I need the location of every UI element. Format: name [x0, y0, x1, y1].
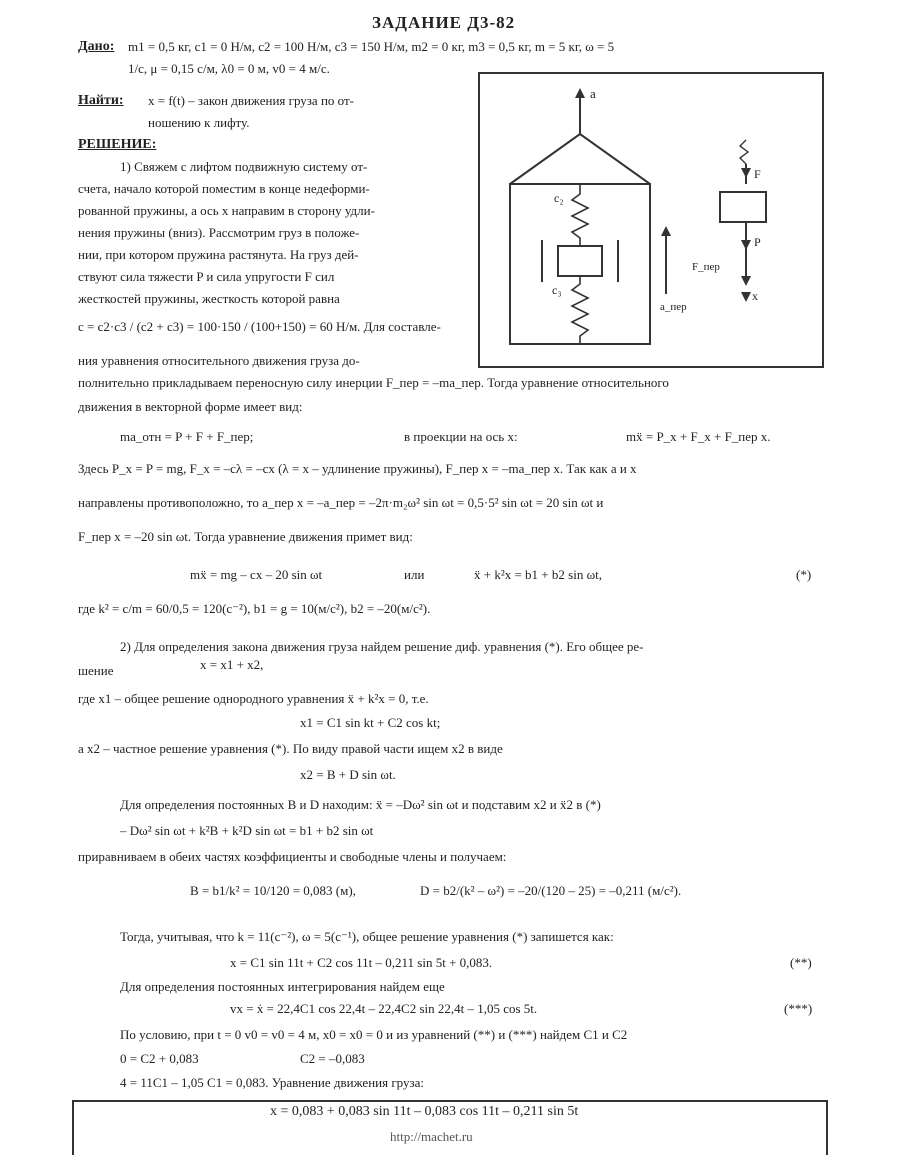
solution-p9: 2) Для определения закона движения груза найдем решение диф. уравнения (*). Его общее ре-	[120, 639, 644, 654]
source-url[interactable]: http://machet.ru	[390, 1129, 473, 1144]
eq-general: x = x1 + x2,	[200, 657, 264, 672]
solution-label: РЕШЕНИЕ:	[78, 137, 157, 152]
eq-c2b: C2 = –0,083	[300, 1051, 365, 1066]
label-Fper: F_пер	[692, 261, 720, 273]
solution-p3: полнительно прикладываем переносную силу инерции F_пер = –ma_пер. Тогда уравнение относительного	[78, 375, 669, 390]
eq-c1: 4 = 11C1 – 1,05 C1 = 0,083. Уравнение движения груза:	[120, 1075, 425, 1090]
solution-p2: ния уравнения относительного движения груза до-	[78, 353, 360, 368]
eq-x1: x1 = C1 sin kt + C2 cos kt;	[300, 715, 441, 730]
stiffness-formula: c = c2·c3 / (c2 + c3) = 100·150 / (100+150) = 60 H/м. Для составле-	[78, 319, 441, 334]
mechanism-diagram	[480, 74, 822, 366]
solution-p1-line: 1) Свяжем с лифтом подвижную систему от-	[120, 159, 368, 174]
eq-sub: – Dω² sin ωt + k²B + k²D sin ωt = b1 + b2 sin ωt	[120, 823, 374, 838]
task-title: ЗАДАНИЕ Д3-82	[372, 13, 516, 32]
find-line-2: ношению к лифту.	[148, 115, 250, 130]
solution-p11: где x1 – общее решение однородного уравнения ẍ + k²x = 0, т.е.	[78, 691, 429, 706]
solution-p14: приравниваем в обеих частях коэффициенты и свободные члены и получаем:	[78, 849, 507, 864]
eq-motion-2: ẍ + k²x = b1 + b2 sin ωt,	[474, 567, 602, 582]
eq-B: B = b1/k² = 10/120 = 0,083 (м),	[190, 883, 356, 898]
footer-border-left	[72, 1100, 74, 1155]
solution-p1-line: рованной пружины, а ось x направим в сторону удли-	[78, 203, 375, 218]
footer-border-right	[826, 1100, 828, 1155]
solution-p17: По условию, при t = 0 v0 = v0 = 4 м, x0 = x0 = 0 и из уравнений (**) и (***) найдем C1 и C2	[120, 1027, 628, 1042]
eq-vector: ma_отн = P + F + F_пер;	[120, 429, 254, 444]
eq-motion-tag: (*)	[796, 567, 812, 582]
solution-p1-line: нии, при котором пружина растянута. На груз дей-	[78, 247, 359, 262]
eq-proj: mẍ = P_x + F_x + F_пер x.	[626, 429, 771, 444]
solution-p12: а x2 – частное решение уравнения (*). По виду правой части ищем x2 в виде	[78, 741, 503, 756]
solution-p6: направлены противоположно, то a_пер x = –a_пер = –2π·m₂ω² sin ωt = 0,5·5² sin ωt = 20 sin ωt и	[78, 495, 604, 510]
eq-motion-or: или	[404, 567, 425, 582]
label-c3: c₃	[552, 283, 562, 297]
footer-rule	[72, 1100, 828, 1102]
label-P: P	[754, 235, 761, 249]
eq-x2: x2 = B + D sin ωt.	[300, 767, 396, 782]
eq-final: x = 0,083 + 0,083 sin 11t – 0,083 cos 11t – 0,211 sin 5t	[270, 1104, 579, 1119]
solution-p7: F_пер x = –20 sin ωt. Тогда уравнение движения примет вид:	[78, 529, 413, 544]
eq-D: D = b2/(k² – ω²) = –20/(120 – 25) = –0,211 (м/с²).	[420, 883, 682, 898]
solution-p8: где k² = c/m = 60/0,5 = 120(с⁻²), b1 = g = 10(м/с²), b2 = –20(м/с²).	[78, 601, 431, 616]
eq-proj-label: в проекции на ось x:	[404, 429, 518, 444]
label-c2: c₂	[554, 191, 564, 205]
eq-full: x = C1 sin 11t + C2 cos 11t – 0,211 sin 5t + 0,083.	[230, 955, 493, 970]
eq-c2a: 0 = C2 + 0,083	[120, 1051, 199, 1066]
eq-motion: mẍ = mg – cx – 20 sin ωt	[190, 567, 323, 582]
label-F: F	[754, 167, 761, 181]
label-aper: a_пер	[660, 301, 687, 313]
solution-p5: Здесь P_x = P = mg, F_x = –cλ = –cx (λ = x – удлинение пружины), F_пер x = –ma_пер x. Так как a и x	[78, 461, 637, 476]
find-label: Найти:	[78, 93, 124, 108]
solution-p10: шение	[78, 663, 114, 678]
solution-p1-line: ствуют сила тяжести P и сила упругости F сил	[78, 269, 335, 284]
given-label: Дано:	[78, 39, 115, 54]
given-line-2: 1/с, μ = 0,15 с/м, λ0 = 0 м, v0 = 4 м/с.	[128, 61, 330, 76]
solution-p1-line: нения пружины (вниз). Рассмотрим груз в положе-	[78, 225, 360, 240]
given-line-1: m1 = 0,5 кг, c1 = 0 Н/м, c2 = 100 Н/м, c3 = 150 Н/м, m2 = 0 кг, m3 = 0,5 кг, m = 5 кг, ω = 5	[128, 39, 615, 54]
label-x: x	[752, 289, 758, 303]
label-a: a	[590, 86, 596, 101]
solution-p16: Для определения постоянных интегрирования найдем еще	[120, 979, 445, 994]
solution-p4: движения в векторной форме имеет вид:	[78, 399, 303, 414]
eq-vx-tag: (***)	[784, 1001, 813, 1016]
eq-full-tag: (**)	[790, 955, 812, 970]
solution-p15: Тогда, учитывая, что k = 11(с⁻²), ω = 5(с⁻¹), общее решение уравнения (*) запишется как:	[120, 929, 614, 944]
solution-p13: Для определения постоянных B и D находим: ẍ = –Dω² sin ωt и подставим x2 и ẍ2 в (*)	[120, 797, 601, 812]
eq-vx: vx = ẋ = 22,4C1 cos 22,4t – 22,4C2 sin 22,4t – 1,05 cos 5t.	[230, 1001, 538, 1016]
solution-p1-line: счета, начало которой поместим в конце недеформи-	[78, 181, 370, 196]
figure-frame	[478, 72, 824, 368]
solution-p1-line: жесткостей пружины, жесткость которой равна	[78, 291, 340, 306]
find-line-1: x = f(t) – закон движения груза по от-	[148, 93, 354, 108]
